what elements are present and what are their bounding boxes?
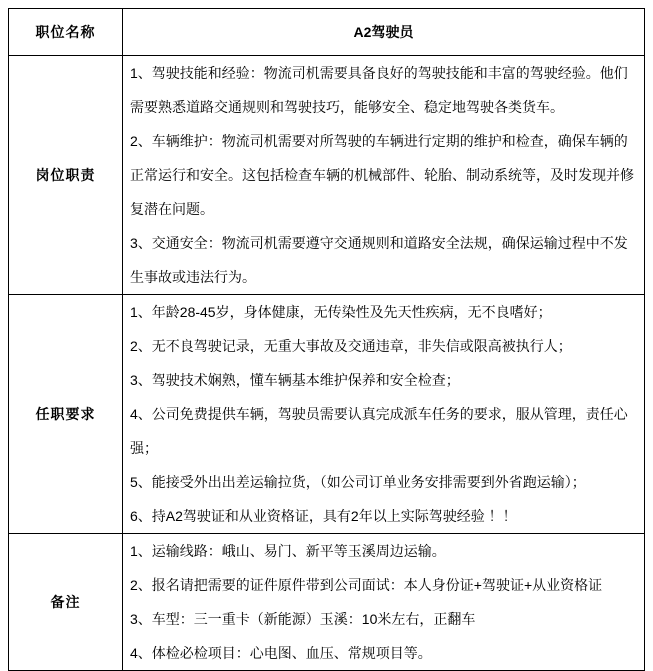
- requirement-item: 1、年龄28-45岁，身体健康，无传染性及先天性疾病，无不良嗜好；: [130, 304, 552, 320]
- requirements-content: [123, 295, 645, 534]
- position-title: A2驾驶员: [123, 9, 645, 56]
- requirement-item: 6、持A2驾驶证和从业资格证，具有2年以上实际驾驶经验 ！！: [130, 508, 517, 524]
- requirement-item: 2、无不良驾驶记录，无重大事故及交通违章，非失信或限高被执行人；: [130, 338, 572, 354]
- remark-item: 2、报名请把需要的证件原件带到公司面试：本人身份证+驾驶证+从业资格证: [130, 577, 603, 593]
- remark-item: 1、运输线路：峨山、易门、新平等玉溪周边运输。: [130, 543, 446, 559]
- remarks-content: [123, 534, 645, 671]
- job-posting-table: [8, 8, 645, 671]
- duty-item: 3、交通安全：物流司机需要遵守交通规则和道路安全法规，确保运输过程中不发生事故或违法行为。: [130, 235, 628, 285]
- duties-row-label: 岗位职责: [9, 56, 123, 295]
- table-row-remarks: [9, 534, 645, 671]
- requirements-row-label: 任职要求: [9, 295, 123, 534]
- duty-item: 1、驾驶技能和经验：物流司机需要具备良好的驾驶技能和丰富的驾驶经验。他们需要熟悉道路交通规则和驾驶技巧，能够安全、稳定地驾驶各类货车。: [130, 65, 628, 115]
- table-row-requirements: [9, 295, 645, 534]
- duties-content: [123, 56, 645, 295]
- table-row-duties: [9, 56, 645, 295]
- table-row-position: [9, 9, 645, 56]
- remark-item: 4、体检必检项目：心电图、血压、常规项目等。: [130, 645, 432, 661]
- requirement-item: 4、公司免费提供车辆，驾驶员需要认真完成派车任务的要求，服从管理，责任心强；: [130, 406, 628, 456]
- duty-item: 2、车辆维护：物流司机需要对所驾驶的车辆进行定期的维护和检查，确保车辆的正常运行和安全。这包括检查车辆的机械部件、轮胎、制动系统等，及时发现并修复潜在问题。: [130, 133, 634, 217]
- requirement-item: 3、驾驶技术娴熟，懂车辆基本维护保养和安全检查；: [130, 372, 460, 388]
- position-name-header: 职位名称: [9, 9, 123, 56]
- remark-item: 3、车型：三一重卡（新能源）玉溪：10米左右，正翻车: [130, 611, 476, 627]
- requirement-item: 5、能接受外出出差运输拉货，（如公司订单业务安排需要到外省跑运输）；: [130, 474, 586, 490]
- remarks-row-label: 备注: [9, 534, 123, 671]
